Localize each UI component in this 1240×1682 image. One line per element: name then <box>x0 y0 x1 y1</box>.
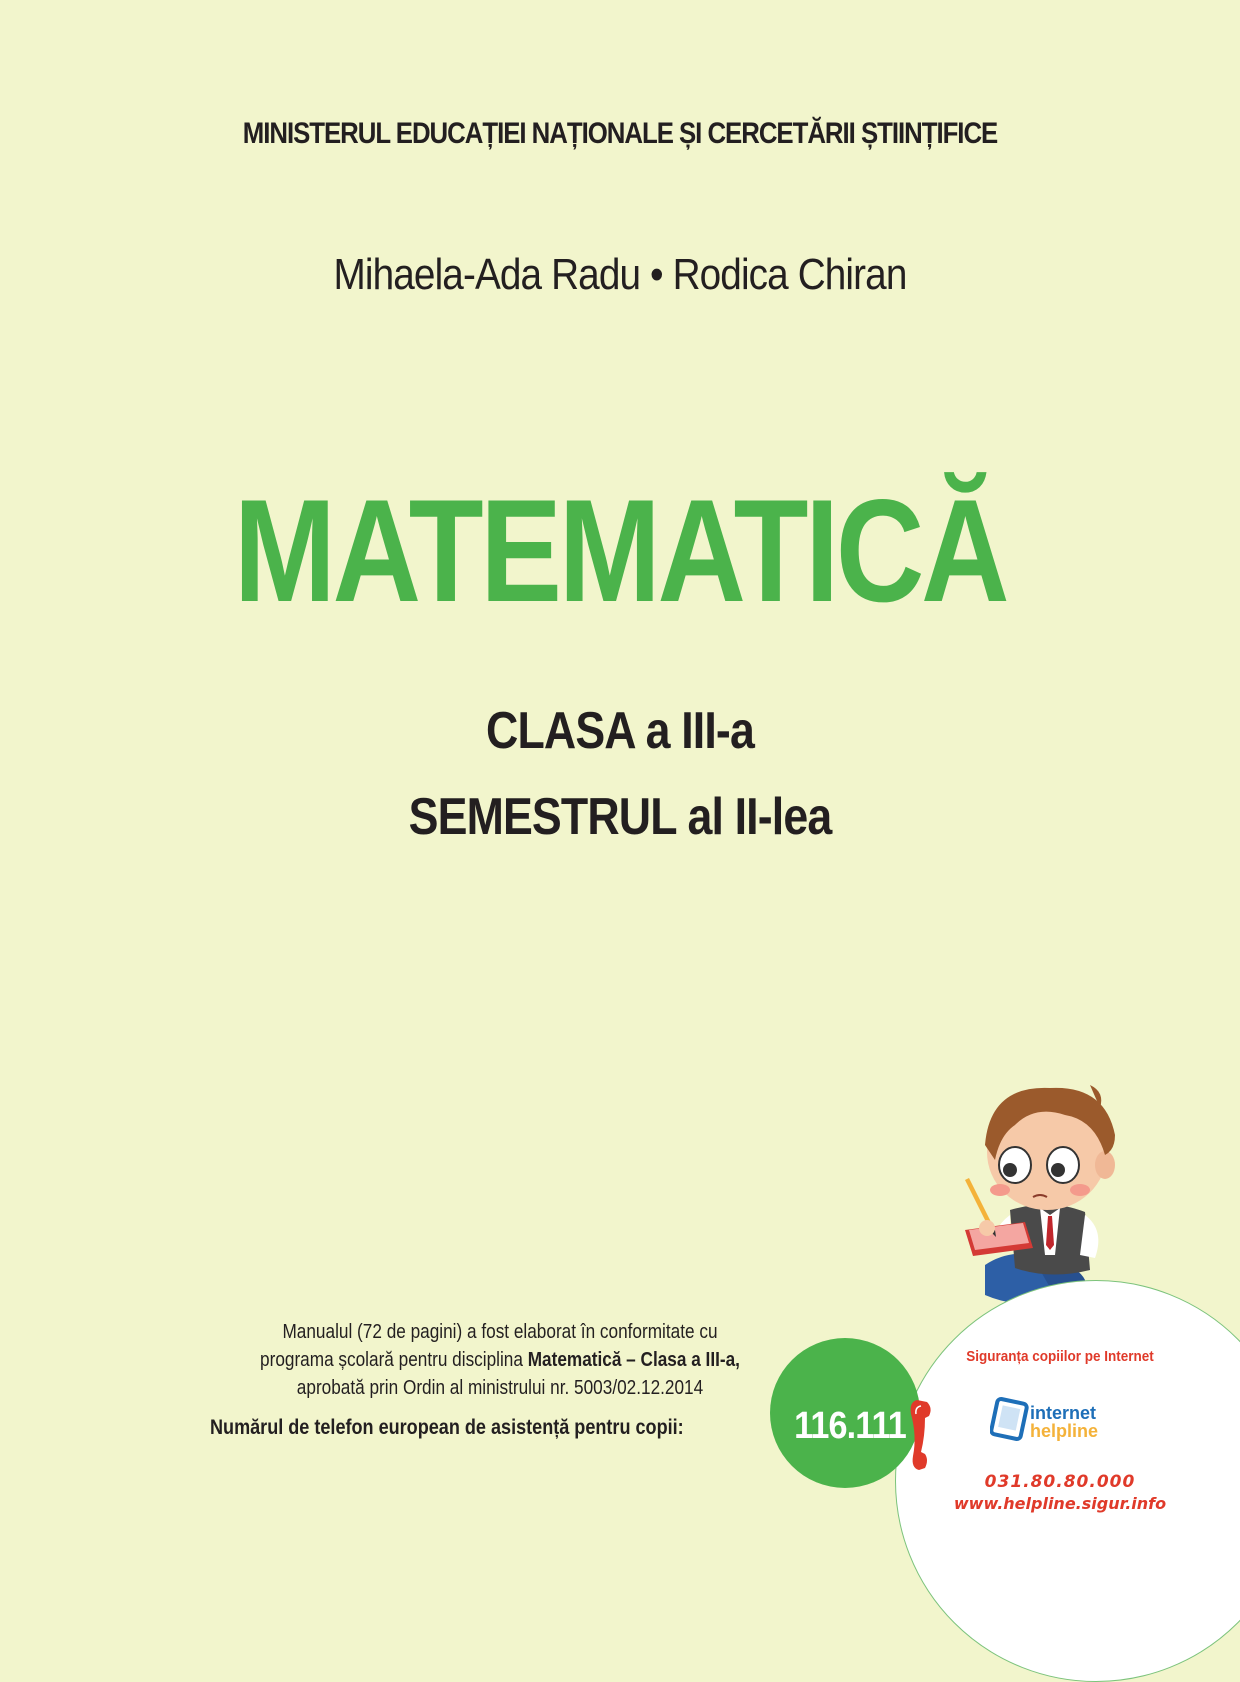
approval-line-2-prefix: programa școlară pentru disciplina <box>260 1349 528 1371</box>
approval-line-1: Manualul (72 de pagini) a fost elaborat în conformitate cu <box>282 1321 718 1343</box>
phone-label: Numărul de telefon european de asistență pentru copii: <box>210 1416 684 1439</box>
safety-title: Siguranța copiilor pe Internet <box>966 1348 1154 1365</box>
helpline-url: www.helpline.sigur.info <box>953 1494 1167 1513</box>
ministry-heading: MINISTERUL EDUCAȚIEI NAȚIONALE ȘI CERCETĂRII ȘTIINȚIFICE <box>242 117 998 150</box>
hotline-number: 116.111 <box>794 1405 906 1447</box>
approval-text <box>233 1318 766 1402</box>
grade-label: CLASA a III-a <box>486 702 754 760</box>
child-illustration <box>955 1080 1140 1310</box>
approval-line-3: aprobată prin Ordin al ministrului nr. 5003/02.12.2014 <box>296 1377 704 1399</box>
logo-line-2: helpline <box>1030 1421 1099 1441</box>
logo-line-1: internet <box>1030 1403 1097 1423</box>
authors: Mihaela-Ada Radu • Rodica Chiran <box>333 250 907 299</box>
phone-icon <box>905 1396 949 1474</box>
internet-helpline-logo <box>990 1395 1140 1445</box>
helpline-phone: 031.80.80.000 <box>984 1472 1136 1492</box>
approval-line-2 <box>233 1346 766 1374</box>
semester-label: SEMESTRUL al II-lea <box>408 788 832 846</box>
book-title: MATEMATICĂ <box>233 469 1007 632</box>
approval-line-2-bold: Matematică – Clasa a III-a, <box>527 1349 740 1371</box>
